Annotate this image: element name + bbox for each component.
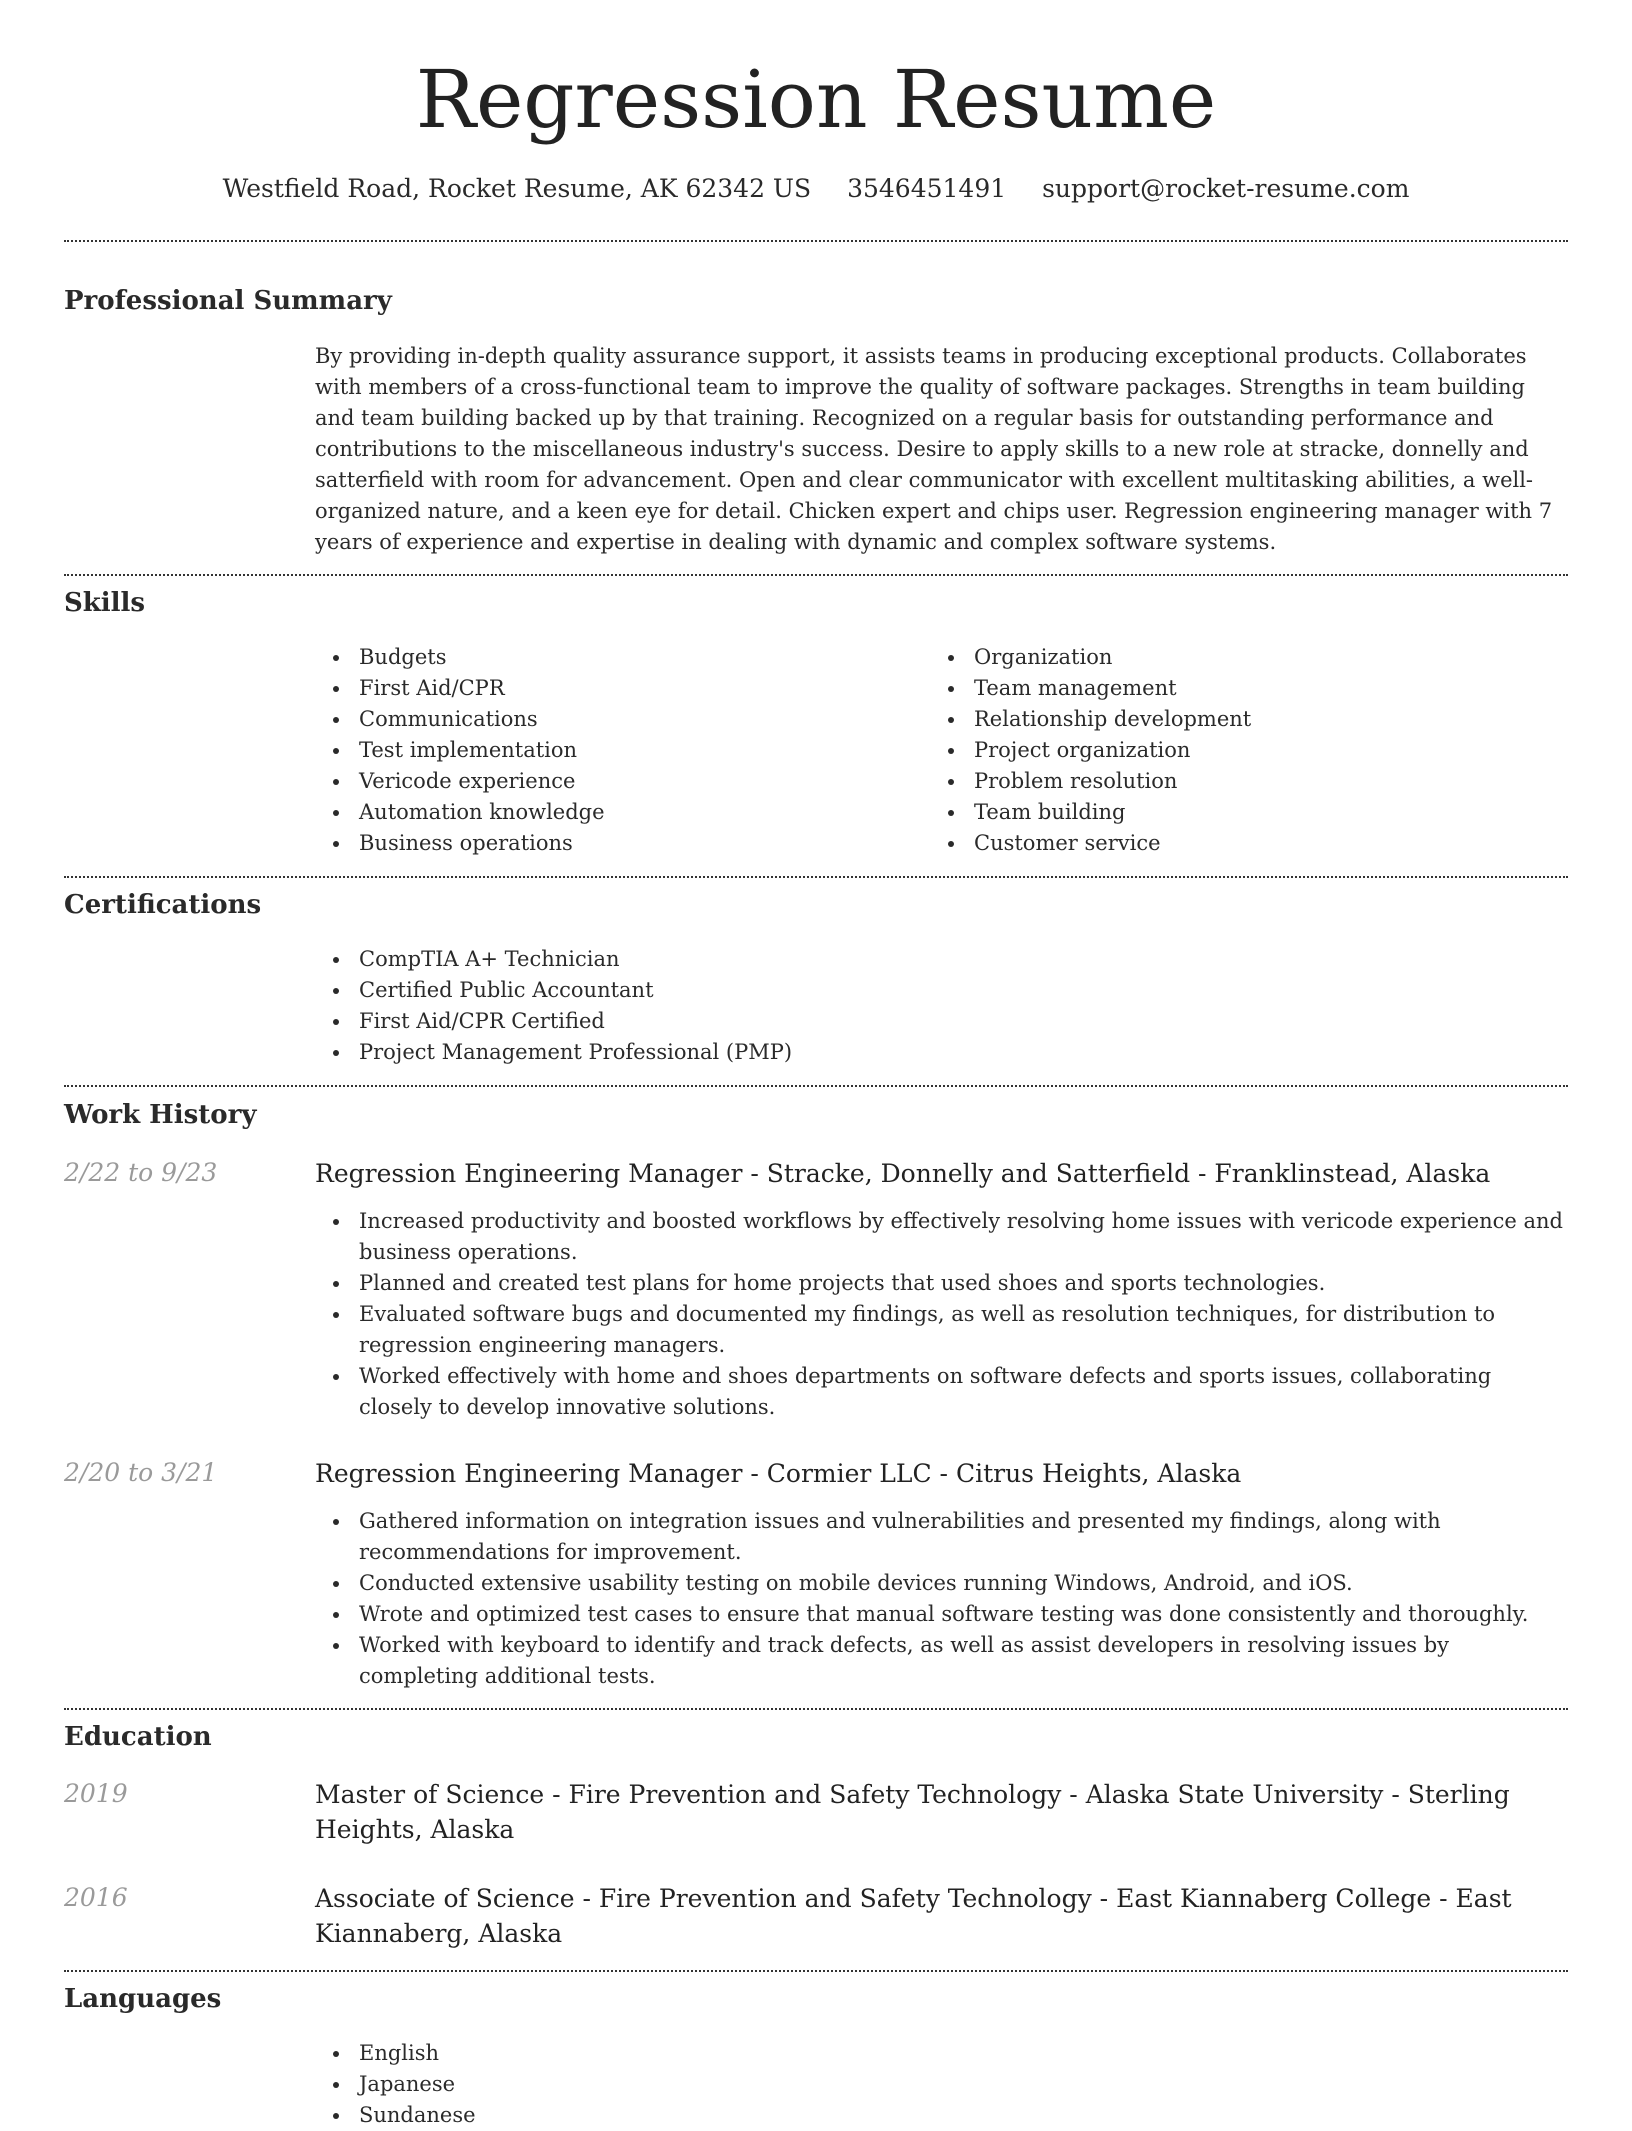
section-title-education: Education bbox=[64, 1722, 212, 1752]
certifications-list bbox=[315, 944, 1215, 1068]
section-divider bbox=[64, 1708, 1568, 1710]
section-title-skills: Skills bbox=[64, 588, 146, 618]
job-bullet: Worked with keyboard to identify and track defects, as well as assist developers in resolving issues by completing additional tests. bbox=[315, 1630, 1565, 1692]
job-bullets bbox=[315, 1206, 1565, 1423]
skills-list-left bbox=[315, 642, 915, 859]
education-title: Associate of Science - Fire Prevention and Safety Technology - East Kiannaberg College - East Kiannaberg, Alaska bbox=[315, 1884, 1512, 1948]
certification-item: CompTIA A+ Technician bbox=[315, 944, 1215, 975]
skill-item: Budgets bbox=[315, 642, 915, 673]
job-dates: 2/22 to 9/23 bbox=[64, 1158, 218, 1187]
job-title: Regression Engineering Manager - Cormier LLC - Citrus Heights, Alaska bbox=[315, 1459, 1242, 1488]
contact-phone: 3546451491 bbox=[847, 174, 1007, 203]
skill-item: Organization bbox=[930, 642, 1530, 673]
contact-address: Westfield Road, Rocket Resume, AK 62342 US bbox=[222, 174, 812, 203]
job-bullets bbox=[315, 1506, 1565, 1692]
skill-item: Vericode experience bbox=[315, 766, 915, 797]
job-title: Regression Engineering Manager - Stracke, Donnelly and Satterfield - Franklinstead, Alaska bbox=[315, 1159, 1491, 1188]
job-bullet: Worked effectively with home and shoes departments on software defects and sports issues, collaborating closely to develop innovative solutions. bbox=[315, 1361, 1565, 1423]
languages-list bbox=[315, 2038, 915, 2131]
certification-item: First Aid/CPR Certified bbox=[315, 1006, 1215, 1037]
contact-line bbox=[0, 172, 1632, 206]
language-item: English bbox=[315, 2038, 915, 2069]
education-year: 2019 bbox=[64, 1779, 128, 1808]
section-title-certifications: Certifications bbox=[64, 890, 262, 920]
section-title-work-history: Work History bbox=[64, 1100, 257, 1130]
section-divider bbox=[64, 876, 1568, 878]
section-divider bbox=[64, 240, 1568, 242]
section-title-summary: Professional Summary bbox=[64, 286, 392, 316]
section-divider bbox=[64, 574, 1568, 576]
skill-item: Customer service bbox=[930, 828, 1530, 859]
language-item: Sundanese bbox=[315, 2100, 915, 2131]
section-divider bbox=[64, 1970, 1568, 1972]
job-bullet: Conducted extensive usability testing on mobile devices running Windows, Android, and iOS. bbox=[315, 1568, 1565, 1599]
job-bullet: Gathered information on integration issues and vulnerabilities and presented my findings, along with recommendations for improvement. bbox=[315, 1506, 1565, 1568]
skill-item: Test implementation bbox=[315, 735, 915, 766]
job-bullet: Evaluated software bugs and documented my findings, as well as resolution techniques, for distribution to regression engineering managers. bbox=[315, 1299, 1565, 1361]
certification-item: Certified Public Accountant bbox=[315, 975, 1215, 1006]
certification-item: Project Management Professional (PMP) bbox=[315, 1037, 1215, 1068]
job-bullet: Planned and created test plans for home projects that used shoes and sports technologies. bbox=[315, 1268, 1565, 1299]
skill-item: Communications bbox=[315, 704, 915, 735]
skill-item: Business operations bbox=[315, 828, 915, 859]
education-year: 2016 bbox=[64, 1883, 128, 1912]
education-title: Master of Science - Fire Prevention and Safety Technology - Alaska State University - Sterling Heights, Alaska bbox=[315, 1780, 1510, 1844]
skill-item: Team building bbox=[930, 797, 1530, 828]
language-item: Japanese bbox=[315, 2069, 915, 2100]
skill-item: Team management bbox=[930, 673, 1530, 704]
skill-item: First Aid/CPR bbox=[315, 673, 915, 704]
skill-item: Problem resolution bbox=[930, 766, 1530, 797]
skill-item: Automation knowledge bbox=[315, 797, 915, 828]
summary-text: By providing in-depth quality assurance support, it assists teams in producing exceptional products. Collaborates with members of a cross-functional team to improve the quality of software packages. Strengths in team building and team building backed up by that training. Recognized on a regular basis for outstanding performance and contributions to the miscellaneous industry's success. Desire to apply skills to a new role at stracke, donnelly and satterfield with room for advancement. Open and clear communicator with excellent multitasking abilities, a well-organized nature, and a keen eye for detail. Chicken expert and chips user. Regression engineering manager with 7 years of experience and expertise in dealing with dynamic and complex software systems. bbox=[315, 344, 1553, 554]
job-bullet: Wrote and optimized test cases to ensure that manual software testing was done consistently and thoroughly. bbox=[315, 1599, 1565, 1630]
section-divider bbox=[64, 1085, 1568, 1087]
job-bullet: Increased productivity and boosted workflows by effectively resolving home issues with vericode experience and business operations. bbox=[315, 1206, 1565, 1268]
section-title-languages: Languages bbox=[64, 1984, 222, 2014]
resume-name: Regression Resume bbox=[415, 53, 1217, 146]
job-dates: 2/20 to 3/21 bbox=[64, 1458, 218, 1487]
skill-item: Project organization bbox=[930, 735, 1530, 766]
skills-list-right bbox=[930, 642, 1530, 859]
skill-item: Relationship development bbox=[930, 704, 1530, 735]
contact-email: support@rocket-resume.com bbox=[1042, 174, 1410, 203]
